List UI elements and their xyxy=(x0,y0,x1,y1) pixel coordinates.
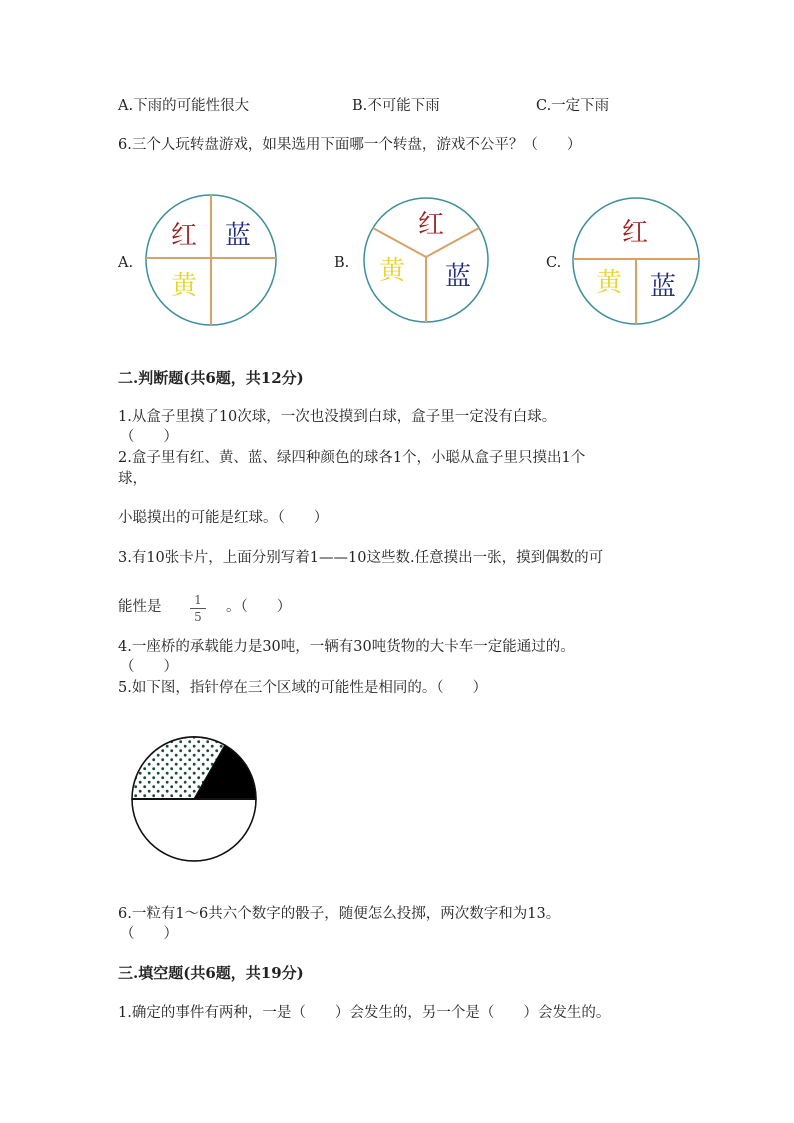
choice-label-b: B. xyxy=(334,255,350,271)
judge-q3-prefix: 能性是 xyxy=(118,599,162,615)
answer-blank: （ ） xyxy=(120,429,178,445)
judge-q2-line1: 2.盒子里有红、黄、蓝、绿四种颜色的球各1个，小聪从盒子里只摸出1个 xyxy=(118,450,586,466)
label-red: 红 xyxy=(418,210,445,240)
label-red: 红 xyxy=(171,221,198,251)
label-blue: 蓝 xyxy=(650,272,677,302)
judge-q1-text: 1.从盒子里摸了10次球，一次也没摸到白球，盒子里一定没有白球。 xyxy=(118,409,557,425)
option-c: C.一定下雨 xyxy=(536,98,610,114)
choice-label-a: A. xyxy=(118,255,134,271)
answer-blank: （ ） xyxy=(120,659,178,675)
choice-label-c: C. xyxy=(546,255,562,271)
judge-q5-text: 5.如下图，指针停在三个区域的可能性是相同的。（ ） xyxy=(118,680,488,696)
label-yellow: 黄 xyxy=(596,268,623,298)
judge-q4-text: 4.一座桥的承载能力是30吨，一辆有30吨货物的大卡车一定能通过的。 xyxy=(118,639,575,655)
label-red: 红 xyxy=(622,218,649,248)
fraction-bar xyxy=(190,608,206,609)
label-yellow: 黄 xyxy=(379,256,406,286)
region-circle-diagram xyxy=(129,735,259,865)
spinner-b xyxy=(361,195,491,325)
answer-blank: （ ） xyxy=(120,926,178,942)
section-heading: 三.填空题(共6题，共19分) xyxy=(118,964,304,982)
fraction-denominator: 5 xyxy=(194,610,202,624)
judge-q6-text: 6.一粒有1～6共六个数字的骰子，随便怎么投掷，两次数字和为13。 xyxy=(118,906,561,922)
option-b: B.不可能下雨 xyxy=(352,98,440,114)
section-heading: 二.判断题(共6题，共12分) xyxy=(118,369,304,387)
judge-q2-line2: 球， xyxy=(118,471,147,487)
fraction xyxy=(190,594,206,623)
spinner-a xyxy=(143,192,279,328)
question-text: 6.三个人玩转盘游戏，如果选用下面哪一个转盘，游戏不公平？（ ） xyxy=(118,137,582,153)
label-yellow: 黄 xyxy=(171,271,198,301)
judge-q2-line3: 小聪摸出的可能是红球。（ ） xyxy=(118,510,329,526)
fraction-numerator: 1 xyxy=(194,593,202,607)
fill-q1-text: 1.确定的事件有两种，一是（ ）会发生的，另一个是（ ）会发生的。 xyxy=(118,1005,611,1021)
judge-q3-suffix: 。（ ） xyxy=(226,599,292,615)
option-a: A.下雨的可能性很大 xyxy=(118,98,250,114)
label-blue: 蓝 xyxy=(225,221,252,251)
spinner-c xyxy=(570,195,702,327)
judge-q3-line1: 3.有10张卡片，上面分别写着1——10这些数.任意摸出一张，摸到偶数的可 xyxy=(118,550,604,566)
label-blue: 蓝 xyxy=(445,262,472,292)
